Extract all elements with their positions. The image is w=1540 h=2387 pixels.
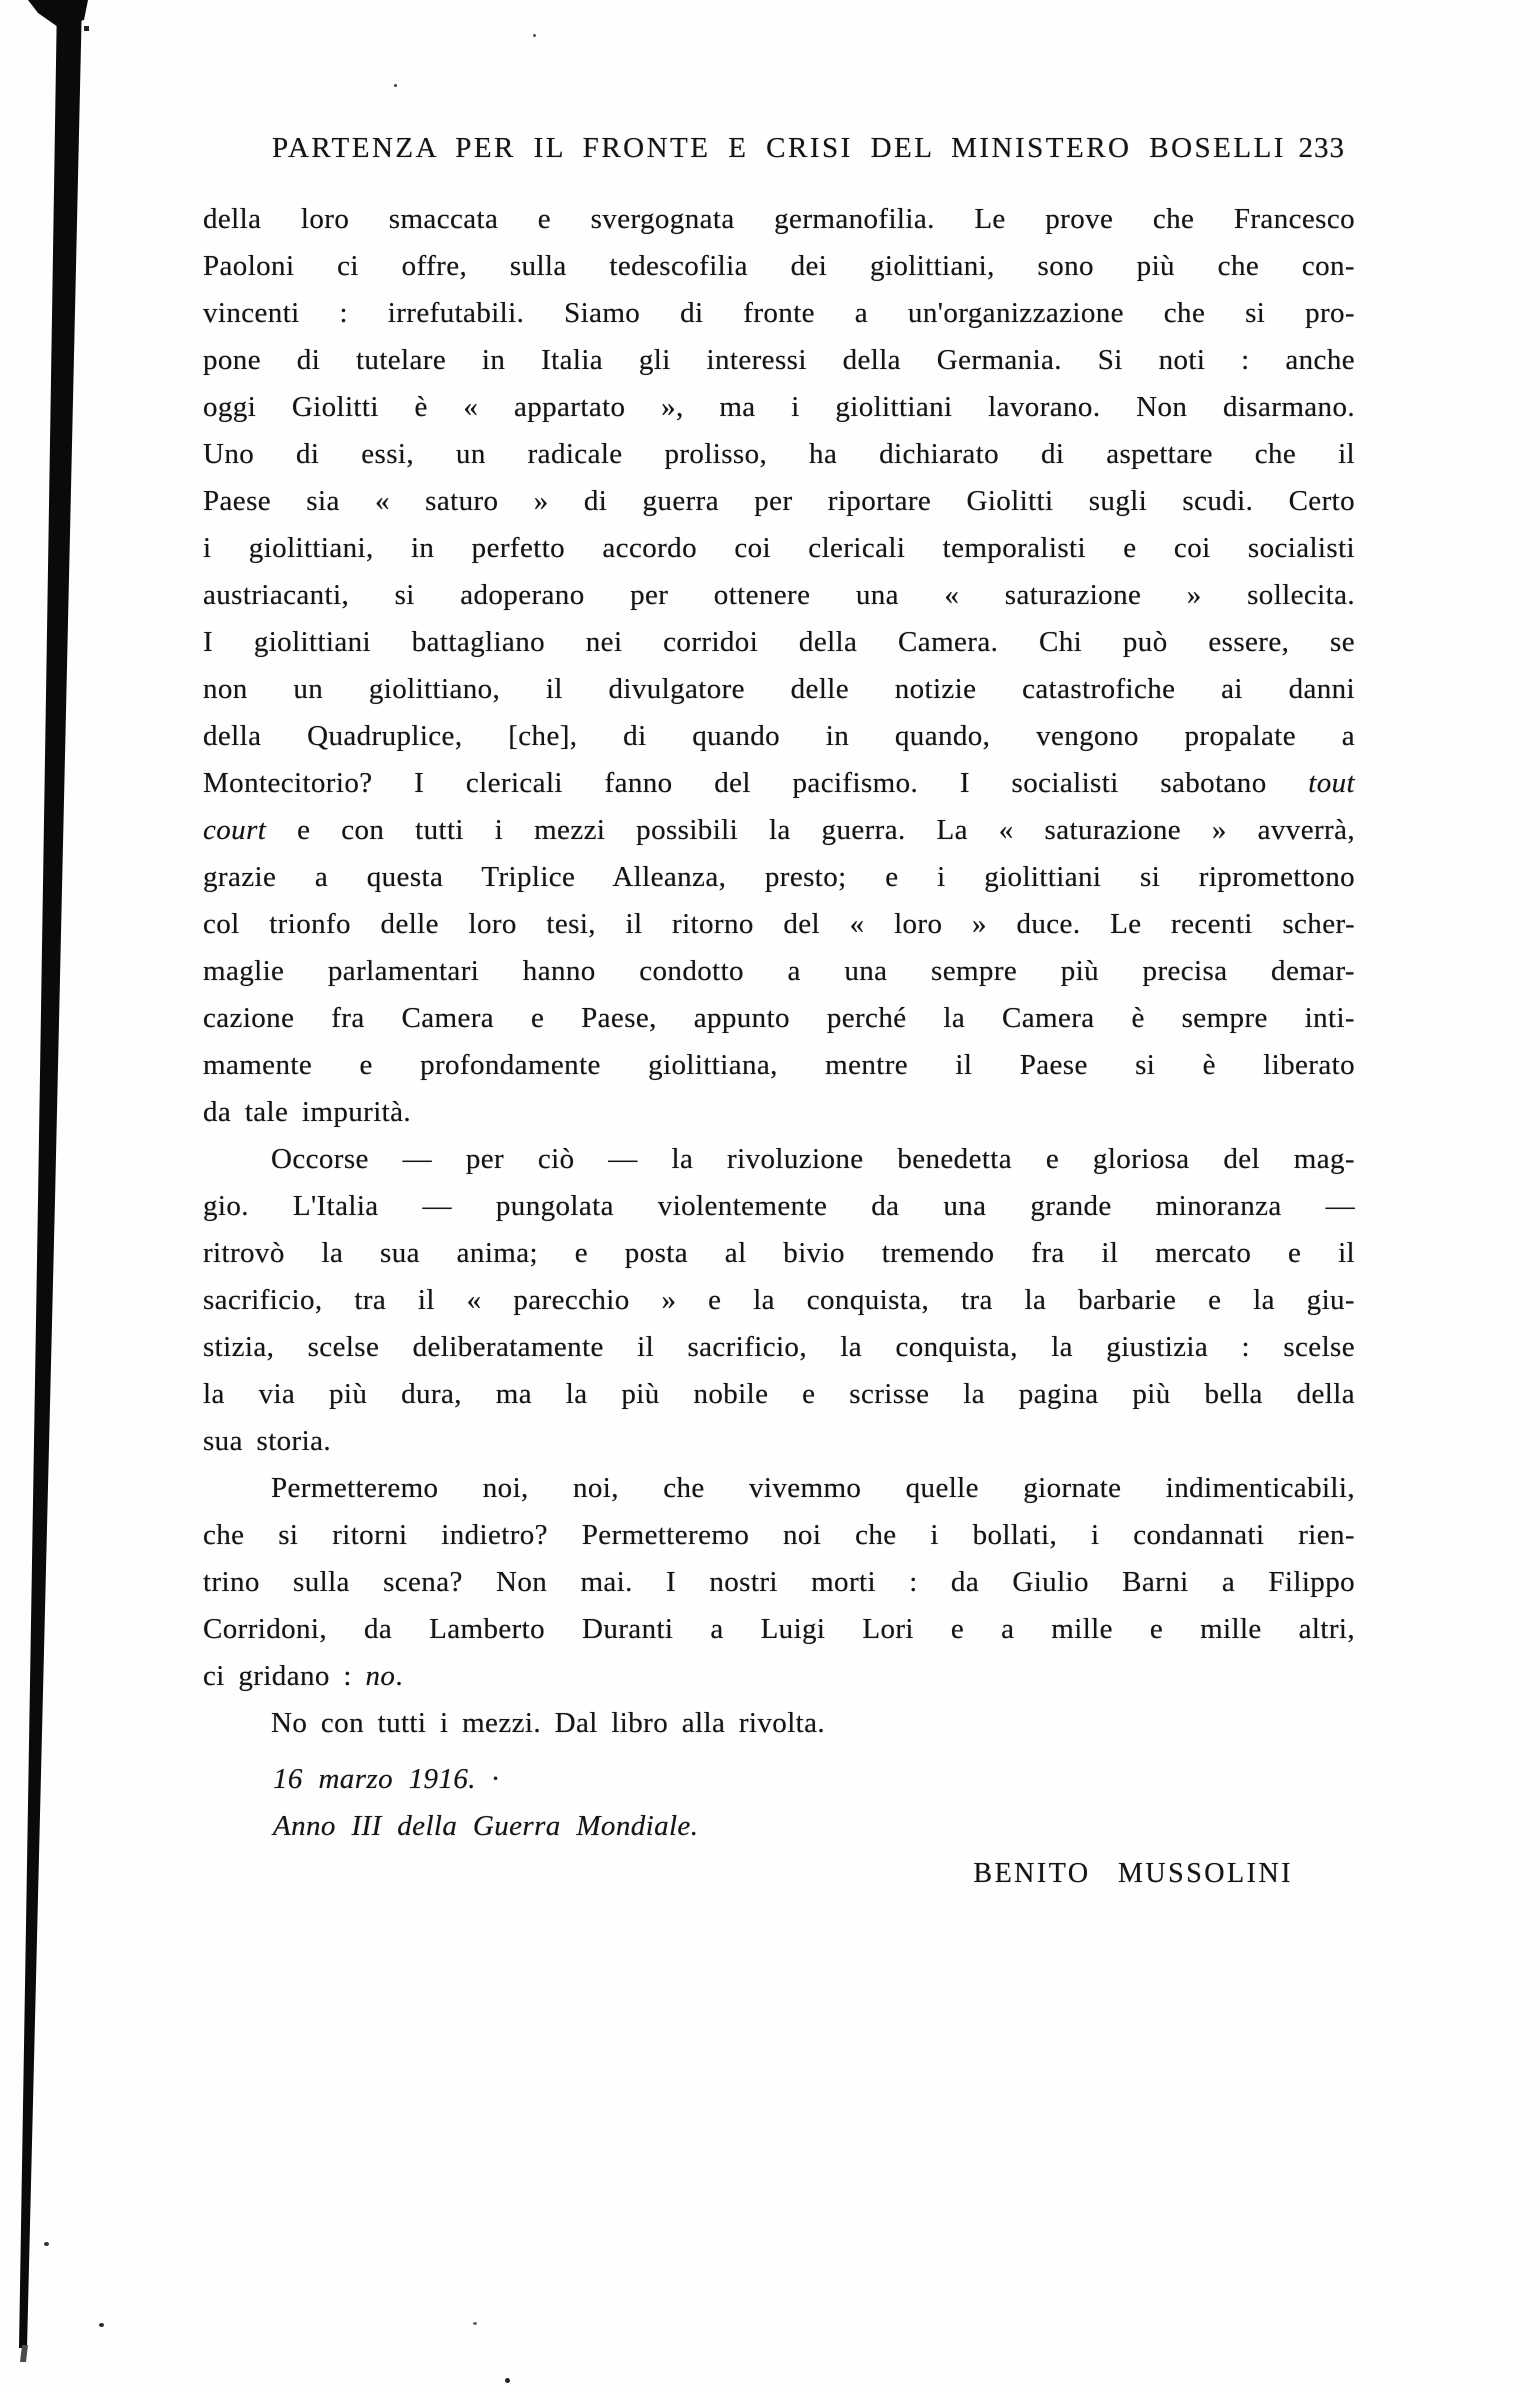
text-line: oggi Giolitti è « appartato », ma i giolittiani lavorano. Non disarmano. xyxy=(203,391,1355,423)
scan-speck xyxy=(394,84,397,87)
text-line: Paese sia « saturo » di guerra per riportare Giolitti sugli scudi. Certo xyxy=(203,485,1355,517)
text-line: stizia, scelse deliberatamente il sacrificio, la conquista, la giustizia : scelse xyxy=(203,1331,1355,1363)
text-line: col trionfo delle loro tesi, il ritorno del « loro » duce. Le recenti scher- xyxy=(203,908,1355,940)
text-line: Paoloni ci offre, sulla tedescofilia dei giolittiani, sono più che con- xyxy=(203,250,1355,282)
text-line: gio. L'Italia — pungolata violentemente da una grande minoranza — xyxy=(203,1190,1355,1222)
text-line: austriacanti, si adoperano per ottenere una « saturazione » sollecita. xyxy=(203,579,1355,611)
text-line: Permetteremo noi, noi, che vivemmo quelle giornate indimenticabili, xyxy=(271,1472,1355,1504)
paragraphs-container xyxy=(203,196,1355,1747)
text-line: da tale impurità. xyxy=(203,1096,412,1128)
text-line: ritrovò la sua anima; e posta al bivio tremendo fra il mercato e il xyxy=(203,1237,1355,1269)
text-line: ci gridano : no. xyxy=(203,1660,403,1692)
text-line: sacrificio, tra il « parecchio » e la conquista, tra la barbarie e la giu- xyxy=(203,1284,1355,1316)
text-line: trino sulla scena? Non mai. I nostri morti : da Giulio Barni a Filippo xyxy=(203,1566,1355,1598)
text-line: Corridoni, da Lamberto Duranti a Luigi Lori e a mille e mille altri, xyxy=(203,1613,1355,1645)
text-line: Montecitorio? I clericali fanno del pacifismo. I socialisti sabotano tout xyxy=(203,767,1355,799)
scan-speck xyxy=(473,2322,477,2325)
text-line: che si ritorni indietro? Permetteremo noi che i bollati, i condannati rien- xyxy=(203,1519,1355,1551)
text-line: maglie parlamentari hanno condotto a una sempre più precisa demar- xyxy=(203,955,1355,987)
text-line: mamente e profondamente giolittiana, mentre il Paese si è liberato xyxy=(203,1049,1355,1081)
text-line: pone di tutelare in Italia gli interessi della Germania. Si noti : anche xyxy=(203,344,1355,376)
scan-speck xyxy=(505,2378,510,2383)
text-line: vincenti : irrefutabili. Siamo di fronte a un'organizzazione che si pro- xyxy=(203,297,1355,329)
running-head xyxy=(203,126,1355,170)
text-line: i giolittiani, in perfetto accordo coi clericali temporalisti e coi socialisti xyxy=(203,532,1355,564)
scan-speck xyxy=(533,34,536,37)
dateline xyxy=(203,1756,1355,1850)
text-line: della loro smaccata e svergognata germanofilia. Le prove che Francesco xyxy=(203,203,1355,235)
page-title: PARTENZA PER IL FRONTE E CRISI DEL MINISTERO BOSELLI xyxy=(272,132,1286,164)
text-line: cazione fra Camera e Paese, appunto perché la Camera è sempre inti- xyxy=(203,1002,1355,1034)
scan-speck xyxy=(44,2242,49,2246)
scan-speck xyxy=(99,2323,104,2327)
text-line: grazie a questa Triplice Alleanza, presto; e i giolittiani si ripromettono xyxy=(203,861,1355,893)
dateline-line: Anno III della Guerra Mondiale. xyxy=(273,1810,699,1842)
text-line: court e con tutti i mezzi possibili la guerra. La « saturazione » avverrà, xyxy=(203,814,1355,846)
body-text xyxy=(203,196,1355,1897)
text-line: No con tutti i mezzi. Dal libro alla rivolta. xyxy=(271,1707,826,1739)
text-line: della Quadruplice, [che], di quando in quando, vengono propalate a xyxy=(203,720,1355,752)
dateline-line: 16 marzo 1916. · xyxy=(273,1763,500,1795)
signature: BENITO MUSSOLINI xyxy=(973,1858,1293,1889)
text-line: I giolittiani battagliano nei corridoi della Camera. Chi può essere, se xyxy=(203,626,1355,658)
text-line: la via più dura, ma la più nobile e scrisse la pagina più bella della xyxy=(203,1378,1355,1410)
text-line: Occorse — per ciò — la rivoluzione benedetta e gloriosa del mag- xyxy=(271,1143,1355,1175)
text-line: sua storia. xyxy=(203,1425,331,1457)
page-number: 233 xyxy=(1298,132,1345,164)
text-line: non un giolittiano, il divulgatore delle notizie catastrofiche ai danni xyxy=(203,673,1355,705)
text-line: Uno di essi, un radicale prolisso, ha dichiarato di aspettare che il xyxy=(203,438,1355,470)
